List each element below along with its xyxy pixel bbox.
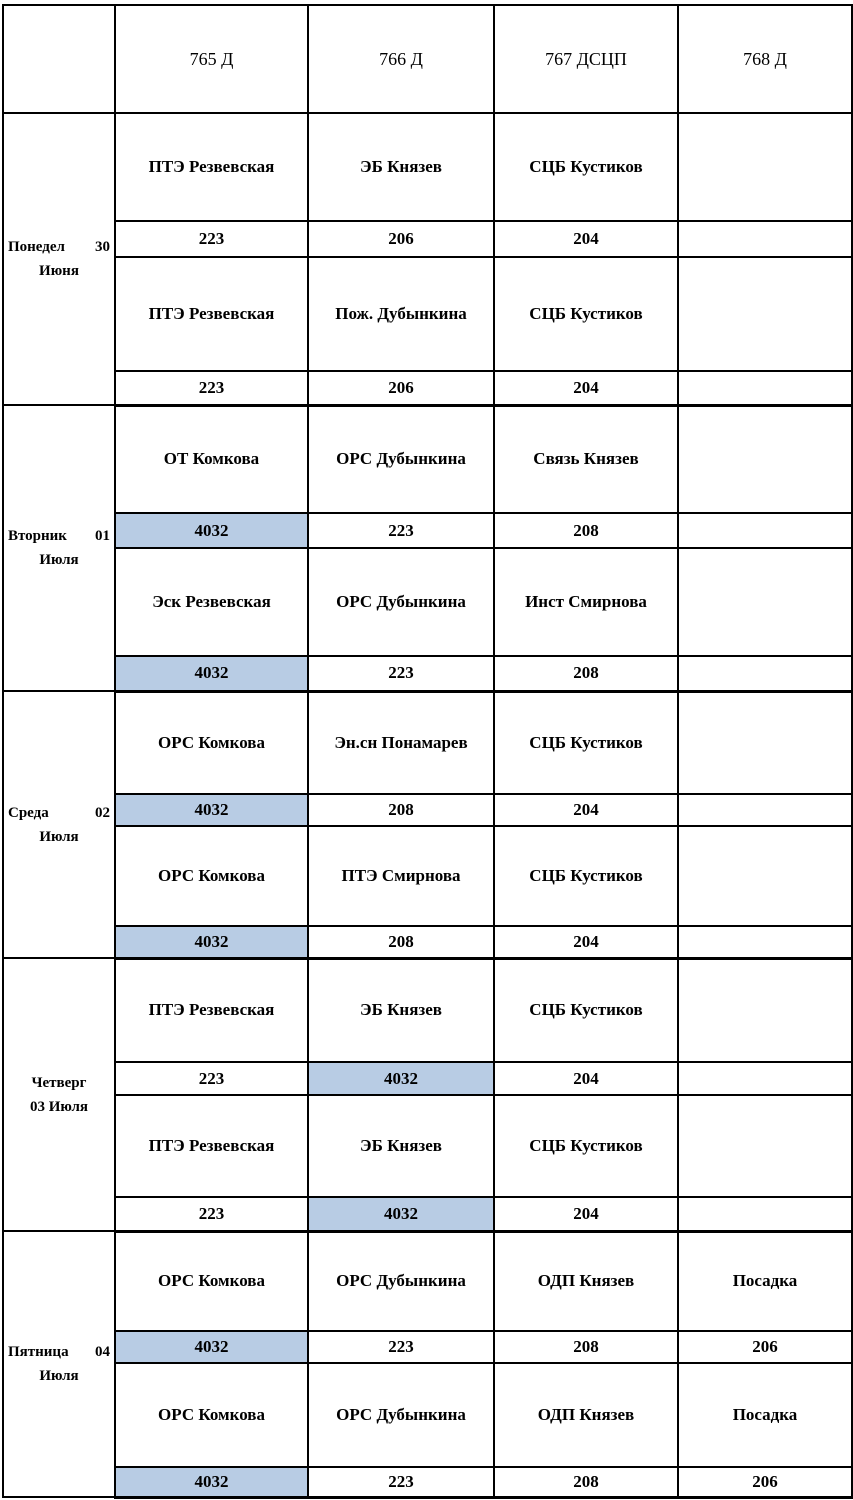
day-month: 03 Июля	[29, 1098, 89, 1115]
subject-cell: СЦБ Кустиков	[494, 691, 678, 794]
room-cell: 204	[494, 221, 678, 257]
room-cell: 208	[494, 656, 678, 691]
room-cell: 206	[678, 1331, 852, 1363]
room-cell-highlighted: 4032	[115, 513, 308, 548]
room-cell: 206	[308, 371, 494, 405]
subject-cell: Инст Смирнова	[494, 548, 678, 656]
day-month: Июля	[39, 828, 79, 845]
room-cell: 204	[494, 926, 678, 958]
subject-cell: ОРС Комкова	[115, 691, 308, 794]
day-weekday: Понедел 30	[8, 239, 110, 255]
subject-cell: СЦБ Кустиков	[494, 257, 678, 371]
subject-cell: ОРС Дубынкина	[308, 405, 494, 513]
subject-cell: ЭБ Князев	[308, 113, 494, 221]
day-label-friday	[3, 1231, 115, 1497]
room-cell	[678, 371, 852, 405]
subject-cell: ЭБ Князев	[308, 1095, 494, 1197]
room-cell: 223	[115, 371, 308, 405]
subject-cell: ОРС Дубынкина	[308, 1363, 494, 1467]
room-cell-highlighted: 4032	[308, 1197, 494, 1231]
subject-cell: Посадка	[678, 1363, 852, 1467]
subject-cell: ОРС Комкова	[115, 826, 308, 926]
subject-cell: ОРС Комкова	[115, 1363, 308, 1467]
room-cell: 208	[494, 1331, 678, 1363]
room-cell-highlighted: 4032	[115, 926, 308, 958]
room-cell	[678, 656, 852, 691]
subject-row	[3, 1231, 852, 1331]
subject-cell	[678, 958, 852, 1062]
room-cell: 223	[308, 513, 494, 548]
day-label-wednesday	[3, 691, 115, 958]
room-cell: 208	[308, 794, 494, 826]
room-row	[3, 926, 852, 958]
room-row	[3, 371, 852, 405]
room-cell	[678, 794, 852, 826]
subject-row	[3, 548, 852, 656]
subject-cell: СЦБ Кустиков	[494, 826, 678, 926]
subject-row	[3, 257, 852, 371]
subject-row	[3, 1363, 852, 1467]
subject-cell	[678, 113, 852, 221]
subject-cell: Эн.сн Понамарев	[308, 691, 494, 794]
subject-cell: Пож. Дубынкина	[308, 257, 494, 371]
room-cell-highlighted: 4032	[115, 1467, 308, 1497]
room-cell	[678, 513, 852, 548]
schedule-table	[2, 4, 853, 1499]
room-cell: 223	[115, 1062, 308, 1095]
day-weekday: Вторник 01	[8, 528, 110, 544]
subject-row	[3, 958, 852, 1062]
room-cell: 208	[308, 926, 494, 958]
subject-cell: СЦБ Кустиков	[494, 113, 678, 221]
subject-cell: ЭБ Князев	[308, 958, 494, 1062]
day-weekday: Среда 02	[8, 804, 110, 821]
room-cell: 223	[308, 1467, 494, 1497]
day-weekday: Пятница 04	[8, 1344, 110, 1360]
room-row	[3, 656, 852, 691]
room-cell: 204	[494, 794, 678, 826]
room-row	[3, 221, 852, 257]
room-cell-highlighted: 4032	[115, 656, 308, 691]
subject-cell: СЦБ Кустиков	[494, 1095, 678, 1197]
subject-cell	[678, 826, 852, 926]
subject-cell: СЦБ Кустиков	[494, 958, 678, 1062]
room-cell: 206	[308, 221, 494, 257]
subject-cell: Связь Князев	[494, 405, 678, 513]
room-cell: 223	[308, 1331, 494, 1363]
subject-cell: ПТЭ Резвевская	[115, 257, 308, 371]
subject-row	[3, 113, 852, 221]
column-header-766: 766 Д	[308, 5, 494, 113]
subject-cell	[678, 548, 852, 656]
room-cell	[678, 926, 852, 958]
subject-cell: ОДП Князев	[494, 1363, 678, 1467]
day-label-monday	[3, 113, 115, 405]
day-month: Июля	[39, 552, 79, 568]
room-cell: 206	[678, 1467, 852, 1497]
subject-cell	[678, 691, 852, 794]
room-cell	[678, 221, 852, 257]
day-month: Июня	[39, 263, 79, 279]
room-cell: 204	[494, 1197, 678, 1231]
room-cell: 223	[115, 221, 308, 257]
room-cell	[678, 1197, 852, 1231]
day-month: Июля	[39, 1368, 79, 1384]
subject-cell: Эск Резвевская	[115, 548, 308, 656]
column-header-768: 768 Д	[678, 5, 852, 113]
subject-cell: Посадка	[678, 1231, 852, 1331]
room-row	[3, 1467, 852, 1497]
subject-cell	[678, 405, 852, 513]
subject-row	[3, 691, 852, 794]
corner-cell	[3, 5, 115, 113]
day-label-tuesday	[3, 405, 115, 691]
subject-cell: ОРС Дубынкина	[308, 548, 494, 656]
room-row	[3, 1331, 852, 1363]
room-cell	[678, 1062, 852, 1095]
subject-row	[3, 405, 852, 513]
day-weekday: Четверг	[31, 1074, 87, 1091]
room-cell: 223	[115, 1197, 308, 1231]
column-header-765: 765 Д	[115, 5, 308, 113]
subject-cell: ОДП Князев	[494, 1231, 678, 1331]
room-cell: 223	[308, 656, 494, 691]
room-cell: 204	[494, 371, 678, 405]
subject-row	[3, 826, 852, 926]
room-cell-highlighted: 4032	[115, 1331, 308, 1363]
room-row	[3, 1197, 852, 1231]
subject-cell: ПТЭ Резвевская	[115, 1095, 308, 1197]
day-label-thursday	[3, 958, 115, 1231]
column-header-767: 767 ДСЦП	[494, 5, 678, 113]
room-row	[3, 794, 852, 826]
room-cell: 208	[494, 513, 678, 548]
subject-cell: ПТЭ Резвевская	[115, 113, 308, 221]
subject-cell: ОРС Комкова	[115, 1231, 308, 1331]
subject-row	[3, 1095, 852, 1197]
subject-cell: ОРС Дубынкина	[308, 1231, 494, 1331]
room-row	[3, 513, 852, 548]
subject-cell: ПТЭ Смирнова	[308, 826, 494, 926]
room-cell-highlighted: 4032	[308, 1062, 494, 1095]
room-cell: 208	[494, 1467, 678, 1497]
subject-cell	[678, 1095, 852, 1197]
subject-cell: ПТЭ Резвевская	[115, 958, 308, 1062]
subject-cell	[678, 257, 852, 371]
room-row	[3, 1062, 852, 1095]
room-cell: 204	[494, 1062, 678, 1095]
header-row	[3, 5, 852, 113]
room-cell-highlighted: 4032	[115, 794, 308, 826]
subject-cell: ОТ Комкова	[115, 405, 308, 513]
